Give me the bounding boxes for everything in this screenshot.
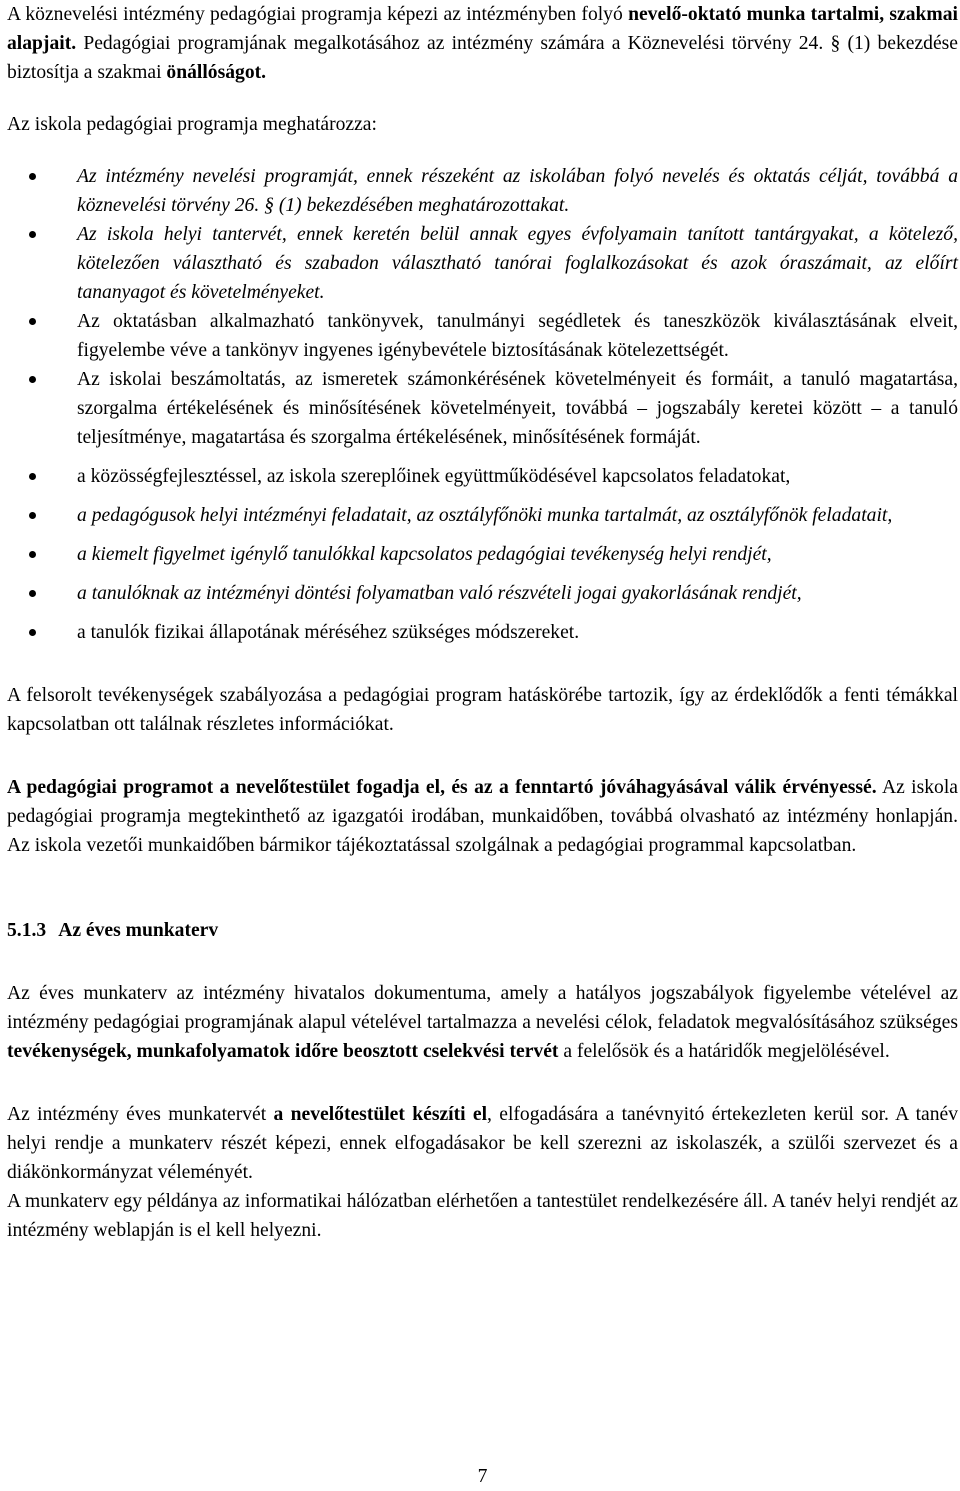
bullet-icon (29, 590, 36, 597)
section-title: Az éves munkaterv (58, 920, 219, 941)
work-plan-bold: tevékenységek, munkafolyamatok időre beosztott cselekvési tervét (7, 1041, 559, 1062)
intro-text-2: Pedagógiai programjának megalkotásához az intézmény számára a Köznevelési törvény 24. § (1) bekezdése biztosítja a szakmai (7, 33, 958, 83)
program-content-list (7, 162, 958, 647)
list-item: a tanulóknak az intézményi döntési folyamatban való részvételi jogai gyakorlásának rendjét, (7, 579, 958, 608)
scope-paragraph: A felsorolt tevékenységek szabályozása a pedagógiai program hatáskörébe tartozik, így az érdeklődők a fenti témákkal kapcsolatban ott találnak részletes információkat. (7, 685, 958, 735)
bullet-icon (29, 512, 36, 519)
work-plan-paragraph-1: Az éves munkaterv az intézmény hivatalos dokumentuma, amely a hatályos jogszabályok figyelembe vételével az intézmény pedagógiai programjának alapul vételével tartalmazza a nevelési célok, feladatok megvalósításához szükséges tevékenységek, munkafolyamatok időre beosztott cselekvési tervét a felelősök és a határidők megjelölésével. (7, 983, 958, 1062)
list-item: Az intézmény nevelési programját, ennek részeként az iskolában folyó nevelés és oktatás célját, továbbá a köznevelési törvény 26. § (1) bekezdésében meghatározottakat. (7, 162, 958, 220)
list-item: a tanulók fizikai állapotának méréséhez szükséges módszereket. (7, 618, 958, 647)
list-item: a kiemelt figyelmet igénylő tanulókkal kapcsolatos pedagógiai tevékenység helyi rendjét, (7, 540, 958, 569)
list-item: Az oktatásban alkalmazható tankönyvek, tanulmányi segédletek és taneszközök kiválasztásának elveit, figyelembe véve a tankönyv ingyenes igénybevétele biztosításának kötelezettségét. (7, 307, 958, 365)
bullet-icon (29, 551, 36, 558)
section-heading (7, 916, 958, 945)
page-number: 7 (477, 1466, 488, 1487)
bullet-icon (29, 318, 36, 325)
section-number: 5.1.3 (7, 920, 47, 941)
bullet-icon (29, 231, 36, 238)
bullet-icon (29, 173, 36, 180)
bullet-icon (29, 473, 36, 480)
adoption-bold: A pedagógiai programot a nevelőtestület fogadja el, és az a fenntartó jóváhagyásával válik érvényessé. (7, 777, 877, 798)
list-item: a közösségfejlesztéssel, az iskola szereplőinek együttműködésével kapcsolatos feladatokat, (7, 462, 958, 491)
intro-bold-autonomy: önállóságot. (166, 62, 267, 83)
bullet-icon (29, 629, 36, 636)
work-plan-bold-2: a nevelőtestület készíti el (273, 1104, 488, 1125)
document-page (7, 0, 958, 1245)
list-item: Az iskola helyi tantervét, ennek keretén belül annak egyes évfolyamain tanított tantárgyakat, a kötelező, kötelezően választható és szabadon választható tanórai foglalkozásokat és azok óraszámait, az előírt tananyagot és követelményeket. (7, 220, 958, 307)
work-plan-paragraph-2: Az intézmény éves munkatervét a nevelőtestület készíti el, elfogadására a tanévnyitó értekezleten kerül sor. A tanév helyi rendje a munkaterv részét képezi, ennek elfogadásakor be kell szerezni az iskolaszék, a szülői szervezet és a diákönkormányzat véleményét. (7, 1104, 959, 1183)
intro-text: A köznevelési intézmény pedagógiai programja képezi az intézményben folyó (7, 4, 629, 25)
list-item: a pedagógusok helyi intézményi feladatait, az osztályfőnöki munka tartalmát, az osztályfőnök feladatait, (7, 501, 958, 530)
adoption-paragraph: A pedagógiai programot a nevelőtestület fogadja el, és az a fenntartó jóváhagyásával válik érvényessé. Az iskola pedagógiai programja megtekinthető az igazgatói irodában, munkaidőben, továbbá olvasható az intézmény honlapján. Az iskola vezetői munkaidőben bármikor tájékoztatással szolgálnak a pedagógiai programmal kapcsolatban. (7, 777, 958, 856)
intro-bold-foundations: nevelő-oktató munka tartalmi, szakmai alapjait. (7, 4, 958, 54)
intro-paragraph (7, 0, 958, 87)
program-lead: Az iskola pedagógiai programja meghatározza: (7, 114, 377, 135)
work-plan-paragraph-3: A munkaterv egy példánya az informatikai hálózatban elérhetően a tantestület rendelkezésére áll. A tanév helyi rendjét az intézmény weblapján is el kell helyezni. (7, 1191, 958, 1241)
list-item: Az iskolai beszámoltatás, az ismeretek számonkérésének követelményeit és formáit, a tanuló magatartása, szorgalma értékelésének és minősítésének követelményeit, továbbá – jogszabály keretei között – a tanuló teljesítménye, magatartása és szorgalma értékelésének, minősítésének formáját. (7, 365, 958, 452)
bullet-icon (29, 376, 36, 383)
